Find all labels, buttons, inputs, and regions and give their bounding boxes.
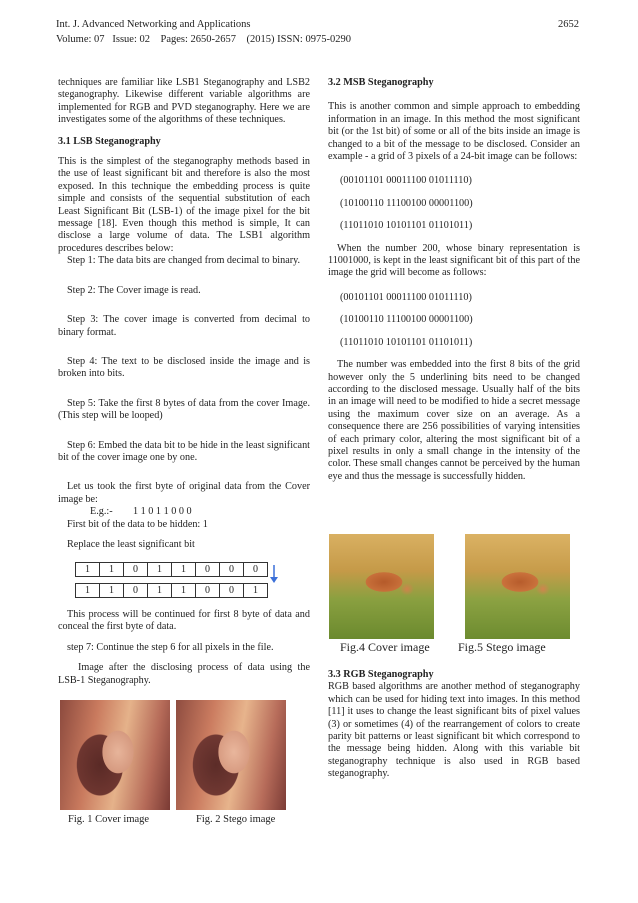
step-4: Step 4: The text to be disclosed inside the image and is broken into bits.: [58, 355, 310, 380]
bit-cell: 0: [124, 584, 148, 598]
bit-cell: 0: [220, 563, 244, 577]
grid1-row-3: (11011010 10101101 01101011): [340, 220, 473, 232]
cover-image-fox: [329, 534, 434, 639]
step-2: Step 2: The Cover image is read.: [67, 284, 201, 296]
lsb-paragraph: This is the simplest of the steganography methods based in the use of least significant bit and therefore is also the most exposed. In this technique the embedding process is quite simple and consists of the sequential substitution of each Least Significant Bit (LSB-1) of the image pixel for the bit message [18]. Even though this method is simple, It can disclose a large volume of data. The LSB1 algorithm procedures describes below:: [58, 156, 310, 254]
bit-table-modified: [75, 583, 268, 598]
step-3: Step 3: The cover image is converted from decimal to binary format.: [58, 314, 310, 338]
bit-cell: 1: [76, 584, 100, 598]
bit-cell: 0: [196, 563, 220, 577]
journal-title: Int. J. Advanced Networking and Applications: [56, 19, 251, 30]
bit-table-original: [75, 562, 268, 577]
bit-cell: 0: [196, 584, 220, 598]
example-byte: E.g.:- 1 1 0 1 1 0 0 0: [90, 506, 192, 518]
bit-cell: 1: [172, 584, 196, 598]
fig4-caption: Fig.4 Cover image: [340, 640, 430, 654]
example-intro: Let us took the first byte of original data from the Cover image be:: [58, 481, 310, 505]
intro-paragraph: techniques are familiar like LSB1 Steganography and LSB2 steganography. Likewise different variable algorithms are implemented for RGB and PVD steganography. Here we are investigates some of the algorithms of these techniques.: [58, 77, 310, 126]
continue-paragraph: This process will be continued for first 8 byte of data and conceal the first byte of data.: [58, 609, 310, 633]
replace-line: Replace the least significant bit: [67, 538, 195, 550]
fig5-caption: Fig.5 Stego image: [458, 640, 546, 654]
msb-heading: 3.2 MSB Steganography: [328, 77, 434, 88]
bit-cell: 0: [220, 584, 244, 598]
step-1: Step 1: The data bits are changed from decimal to binary.: [67, 255, 301, 267]
rgb-paragraph: RGB based algorithms are another method of steganography which can be used for hiding text into images. In this method [11] it uses to change the least significant bits of pixel values (3) or sometimes (4) of the rearrangement of colors to create parity bit patterns or least significant bit which correspond to the message being hidden. Along with this variable bit steganography technique is also used in RGB based steganography.: [328, 681, 580, 780]
lsb-heading: 3.1 LSB Steganography: [58, 135, 161, 147]
left-column-lower: [58, 609, 310, 696]
grid1-row-1: (00101101 00011100 01011110): [340, 175, 472, 187]
bit-cell: 1: [148, 563, 172, 577]
bit-cell: 1: [100, 563, 124, 577]
stego-image-lena: [176, 700, 286, 810]
grid1-row-2: (10100110 11100100 00001100): [340, 197, 473, 209]
step-6: Step 6: Embed the data bit to be hide in the least significant bit of the cover image one by one.: [58, 439, 310, 463]
step-5: Step 5: Take the first 8 bytes of data from the cover Image. (This step will be looped): [58, 397, 310, 422]
grid2-row-3: (11011010 10101101 01101011): [340, 336, 473, 348]
bit-cell: 1: [244, 584, 268, 598]
number-paragraph: When the number 200, whose binary representation is 11001000, is kept in the least significant bit of this part of the image the grid will become as follows:: [328, 242, 580, 279]
fig2-caption: Fig. 2 Stego image: [196, 814, 276, 825]
after-paragraph: Image after the disclosing process of data using the LSB-1 Steganography.: [58, 662, 310, 686]
bit-cell: 0: [124, 563, 148, 577]
bit-cell: 1: [172, 563, 196, 577]
first-bit-line: First bit of the data to be hidden: 1: [67, 518, 208, 530]
page-number: 2652: [558, 19, 579, 30]
grid2-row-2: (10100110 11100100 00001100): [340, 314, 473, 326]
bit-cell: 1: [148, 584, 172, 598]
cover-image-lena: [60, 700, 170, 810]
down-arrow-icon: [266, 563, 282, 585]
step-7: step 7: Continue the step 6 for all pixels in the file.: [67, 641, 274, 653]
right-column-lower: [328, 669, 580, 781]
bit-cell: 1: [76, 563, 100, 577]
fig1-caption: Fig. 1 Cover image: [68, 814, 150, 825]
embed-paragraph: The number was embedded into the first 8 bits of the grid however only the 5 underlining bits need to be changed according to the disclosed message. Usually half of the bits in an image will need to be modified to hide a secret message using the maximum cover size on an average. As a consequence there are 256 possibilities of varying intensities of each primary color, altering the most significant bit of a pixel results in only a small change in the intensity of the color. These small changes cannot be perceived by the human eye and thus the message is successfully hidden.: [328, 359, 580, 482]
left-column: [58, 77, 310, 560]
stego-image-fox: [465, 534, 570, 639]
rgb-heading: 3.3 RGB Steganography: [328, 669, 434, 680]
msb-paragraph: This is another common and simple approach to embedding information in an image. In this method the most significant bit (or the 1st bit) of some or all of the bits inside an image is changed to a bit of the message to be disclosed. Consider an example - a grid of 3 pixels of a 24-bit image can be follows:: [328, 101, 580, 163]
volume-line: Volume: 07 Issue: 02 Pages: 2650-2657 (2015) ISSN: 0975-0290: [56, 34, 351, 45]
right-column: [328, 77, 580, 492]
bit-cell: 0: [244, 563, 268, 577]
bit-cell: 1: [100, 584, 124, 598]
grid2-row-1: (00101101 00011100 01011110): [340, 291, 472, 303]
